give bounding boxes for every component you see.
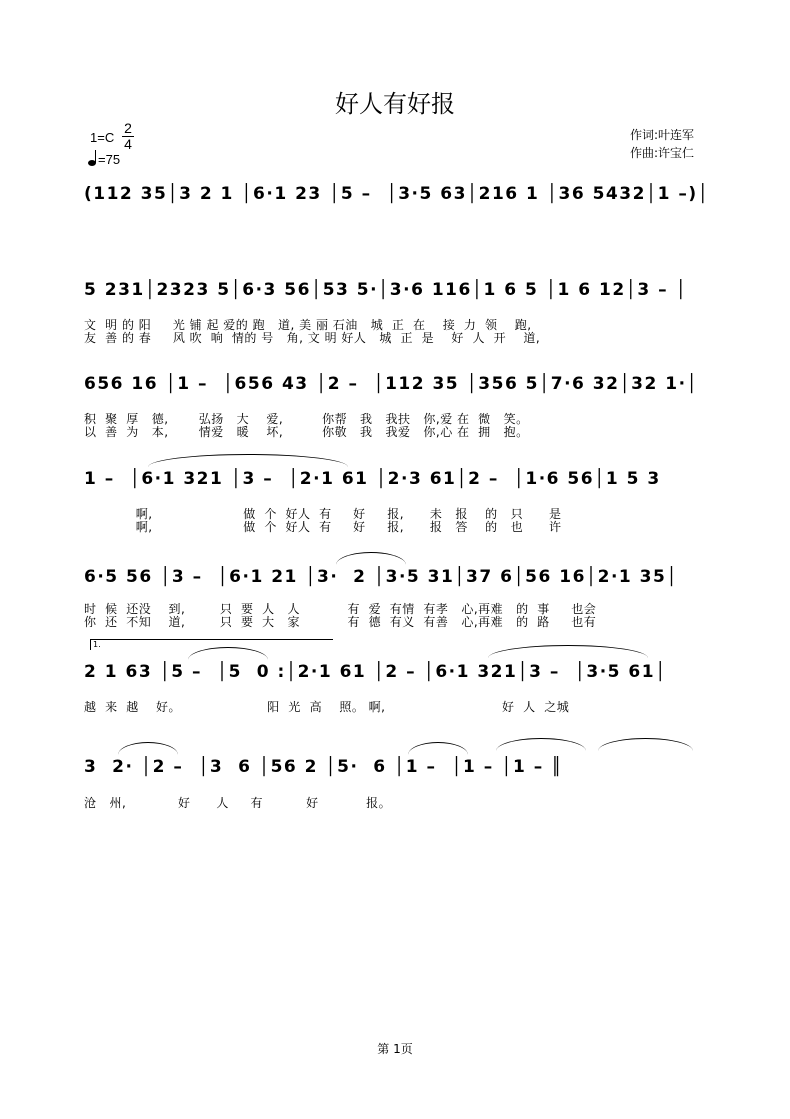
score-row-7 [78, 756, 728, 810]
score-row-3 [78, 373, 728, 439]
quarter-note-icon [88, 160, 96, 166]
lyrics-verse-1: 文 明 的 阳 光 铺 起 爱的 跑 道, 美 丽 石油 城 正 在 接 力 领 跑, [84, 318, 532, 332]
notation-line: 1 – │6·1 321 │3 – │2·1 61 │2·3 61│2 – │1·6 56│1 5 3 [84, 469, 661, 489]
slur [148, 454, 348, 467]
time-signature [120, 121, 136, 152]
slur [408, 742, 468, 755]
meter-bottom: 4 [124, 136, 132, 152]
score-row-5 [78, 566, 728, 629]
lyrics-verse-1: 积 聚 厚 德, 弘扬 大 爱, 你帮 我 我扶 你,爱 在 微 笑。 [84, 412, 529, 426]
lyrics-verse-1: 沧 州, 好 人 有 好 报。 [84, 796, 392, 810]
lyrics-verse-2: 以 善 为 本, 情爱 暖 坏, 你敬 我 我爱 你,心 在 拥 抱。 [84, 425, 529, 439]
slur [488, 645, 648, 658]
notation-line: 2 1 63 │5 – │5 0 :│2·1 61 │2 – │6·1 321│3 – │3·5 61│ [84, 662, 667, 682]
key-signature: 1=C [90, 130, 115, 145]
meter-top: 2 [124, 120, 132, 136]
tie [598, 738, 693, 751]
lyrics-verse-1: 越 来 越 好。 阳 光 高 照。 啊, 好 人 之城 [84, 700, 570, 714]
notation-line: 3 2· │2 – │3 6 │56 2 │5· 6 │1 – │1 – │1 – ║ [84, 757, 563, 777]
score-row-6 [78, 661, 728, 714]
song-title: 好人有好报 [335, 90, 455, 118]
page-number: 第 1页 [377, 1042, 413, 1056]
lyrics-verse-1: 啊, 做 个 好人 有 好 报, 未 报 的 只 是 [84, 507, 562, 521]
lyrics-verse-2: 友 善 的 春 风 吹 响 情的 号 角, 文 明 好人 城 正 是 好 人 开 道, [84, 331, 541, 345]
slur [118, 742, 178, 755]
score-row-1 [78, 183, 728, 219]
lyrics-verse-2: 你 还 不知 道, 只 要 大 家 有 德 有义 有善 心,再难 的 路 也有 [84, 615, 597, 629]
slur [336, 552, 406, 565]
volta-label: 1. [93, 640, 101, 649]
notation-line: (112 35│3 2 1 │6·1 23 │5 – │3·5 63│216 1 │36 5432│1 –)│ [84, 184, 710, 204]
credits [630, 126, 694, 162]
composer: 作曲:许宝仁 [630, 146, 695, 160]
tempo-value: =75 [98, 152, 121, 167]
tempo-marking [88, 152, 120, 167]
lyrics-verse-2: 啊, 做 个 好人 有 好 报, 报 答 的 也 许 [84, 520, 562, 534]
slur [496, 738, 586, 751]
lyrics-verse-1: 时 候 还没 到, 只 要 人 人 有 爱 有情 有孝 心,再难 的 事 也会 [84, 602, 597, 616]
score-row-4 [78, 468, 728, 534]
score-row-2 [78, 279, 728, 345]
notation-line: 5 231│2323 5│6·3 56│53 5·│3·6 116│1 6 5 │1 6 12│3 – │ [84, 280, 688, 300]
notation-line: 6·5 56 │3 – │6·1 21 │3· 2 │3·5 31│37 6│56 16│2·1 35│ [84, 567, 679, 587]
notation-line: 656 16 │1 – │656 43 │2 – │112 35 │356 5│7·6 32│32 1·│ [84, 374, 699, 394]
lyricist: 作词:叶连军 [630, 128, 695, 142]
